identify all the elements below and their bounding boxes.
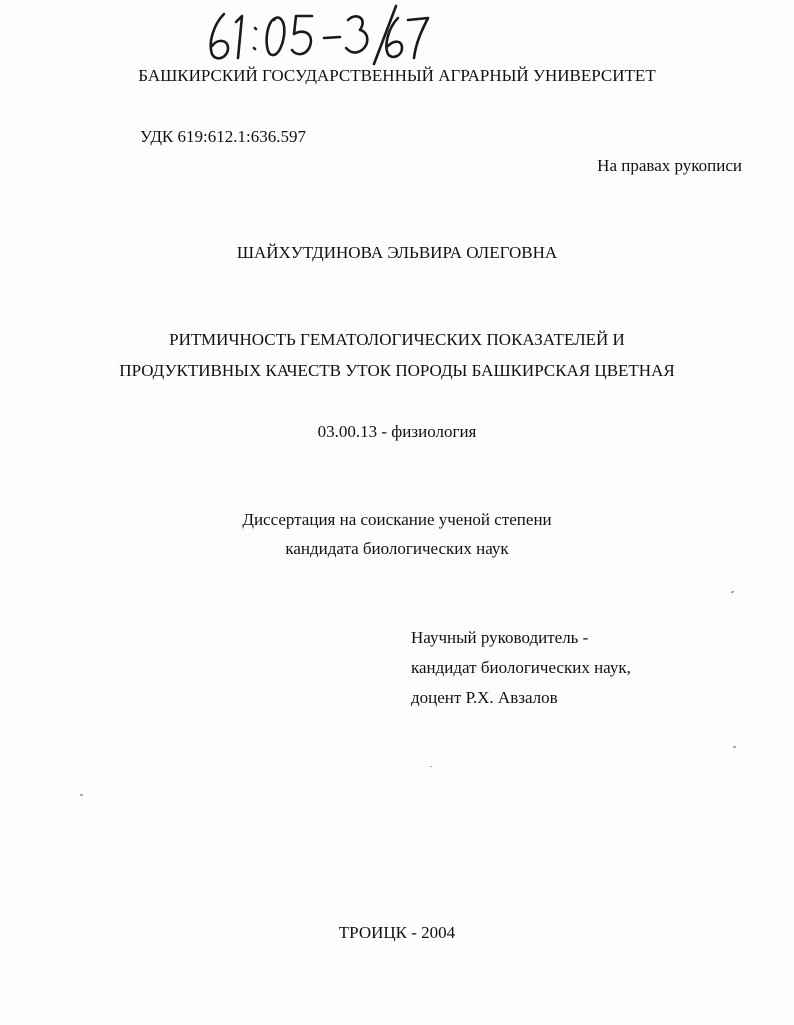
handwritten-archive-code — [200, 4, 440, 66]
author-name: ШАЙХУТДИНОВА ЭЛЬВИРА ОЛЕГОВНА — [236, 243, 558, 262]
scan-speck — [733, 746, 736, 748]
city-year: ТРОИЦК - 2004 — [338, 923, 456, 942]
supervisor-line-3: доцент Р.Х. Авзалов — [411, 688, 558, 707]
udk-code: УДК 619:612.1:636.597 — [140, 127, 306, 146]
title-line-1: РИТМИЧНОСТЬ ГЕМАТОЛОГИЧЕСКИХ ПОКАЗАТЕЛЕЙ И — [169, 330, 625, 349]
scan-speck — [80, 794, 83, 796]
title-line-2: ПРОДУКТИВНЫХ КАЧЕСТВ УТОК ПОРОДЫ БАШКИРСКАЯ ЦВЕТНАЯ — [119, 361, 675, 380]
scan-speck — [731, 590, 735, 593]
degree-line-2: кандидата биологических наук — [285, 539, 509, 558]
degree-line-1: Диссертация на соискание ученой степени — [242, 510, 552, 529]
supervisor-line-1: Научный руководитель - — [411, 628, 589, 647]
specialty-code: 03.00.13 - физиология — [317, 422, 477, 441]
university-name: БАШКИРСКИЙ ГОСУДАРСТВЕННЫЙ АГРАРНЫЙ УНИВЕРСИТЕТ — [138, 66, 656, 85]
scan-speck — [430, 766, 432, 767]
manuscript-rights: На правах рукописи — [597, 156, 742, 175]
supervisor-line-2: кандидат биологических наук, — [411, 658, 631, 677]
handwritten-code-drawing — [200, 4, 440, 66]
